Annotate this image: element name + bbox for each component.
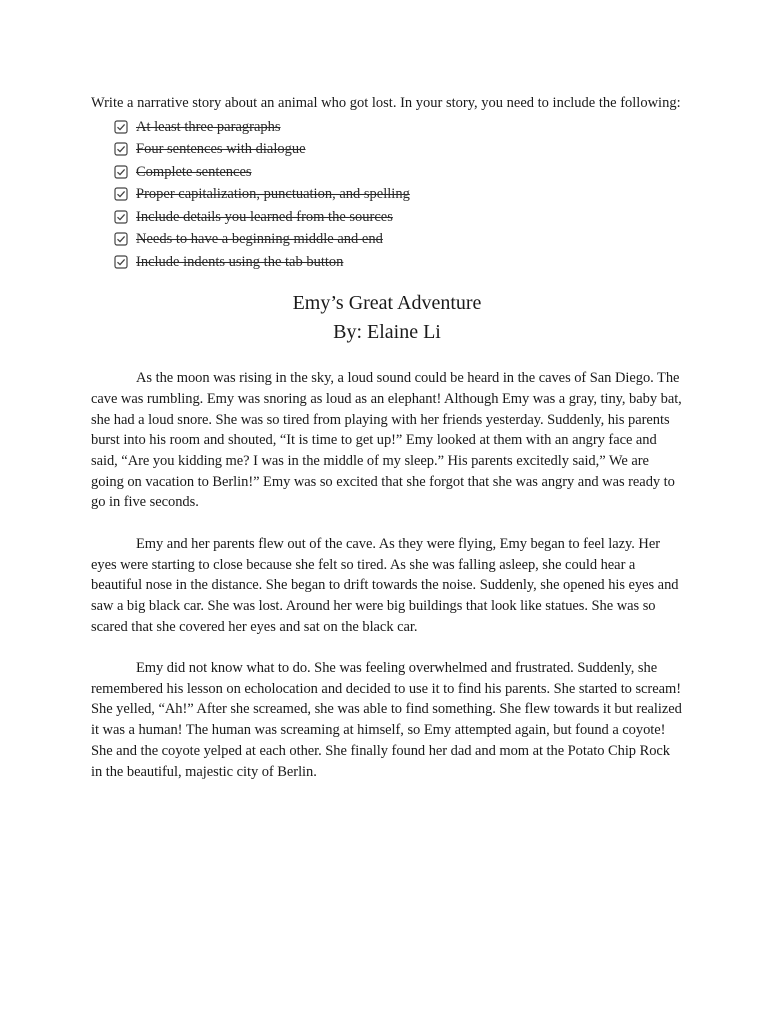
checklist-item-label: Proper capitalization, punctuation, and spelling (136, 186, 410, 203)
story-title: Emy’s Great Adventure (292, 292, 482, 315)
checklist-item[interactable] (114, 138, 683, 161)
checklist-item[interactable] (114, 251, 683, 274)
story-paragraph: Emy did not know what to do. She was feeling overwhelmed and frustrated. Suddenly, she remembered his lesson on echolocation and decided to use it to find his parents. She started to scream! She yelled, “Ah!” After she screamed, she was able to find something. She flew towards it but realized it was a human! The human was screaming at himself, so Emy attempted again, but found a coyote! She and the coyote yelped at each other. She finally found her dad and mom at the Potato Chip Rock in the beautiful, majestic city of Berlin. (91, 660, 682, 780)
checked-checkbox-icon[interactable] (114, 142, 128, 156)
checklist-item[interactable] (114, 183, 683, 206)
checklist-item[interactable] (114, 116, 683, 139)
checklist-item-label: Include indents using the tab button (136, 253, 344, 270)
requirements-checklist (91, 116, 683, 274)
checklist-item[interactable] (114, 206, 683, 229)
checked-checkbox-icon[interactable] (114, 255, 128, 269)
checklist-item[interactable] (114, 161, 683, 184)
document-page (91, 93, 683, 803)
checklist-item-label: Complete sentences (136, 163, 252, 180)
checked-checkbox-icon[interactable] (114, 187, 128, 201)
story-heading (91, 289, 683, 347)
checklist-item-label: Four sentences with dialogue (136, 141, 306, 158)
story-byline: By: Elaine Li (333, 321, 441, 344)
story-paragraph: As the moon was rising in the sky, a loud sound could be heard in the caves of San Diego. The cave was rumbling. Emy was snoring as loud as an elephant! Although Emy was a gray, tiny, baby bat, she had a loud snore. She was so tired from playing with her friends yesterday. Suddenly, his parents burst into his room and shouted, “It is time to get up!” Emy looked at them with an angry face and said, “Are you kidding me? I was in the middle of my sleep.” His parents excitedly said,” We are going on vacation to Berlin!” Emy was so excited that she forgot that she was angry and was ready to go in five seconds. (91, 370, 682, 511)
story-paragraph: Emy and her parents flew out of the cave. As they were flying, Emy began to feel lazy. Her eyes were starting to close because she felt so tired. As she was falling asleep, she could hear a beautiful nose in the distance. She began to drift towards the noise. Suddenly, she opened his eyes and saw a big black car. She was lost. Around her were big buildings that look like statues. She was so scared that she covered her eyes and sat on the black car. (91, 535, 679, 635)
assignment-prompt: Write a narrative story about an animal who got lost. In your story, you need to include the following: (91, 95, 681, 111)
checklist-item-label: Include details you learned from the sources (136, 208, 393, 225)
checklist-item-label: Needs to have a beginning middle and end (136, 231, 383, 248)
story-body (91, 368, 683, 782)
checked-checkbox-icon[interactable] (114, 232, 128, 246)
checked-checkbox-icon[interactable] (114, 210, 128, 224)
checklist-item[interactable] (114, 228, 683, 251)
checked-checkbox-icon[interactable] (114, 120, 128, 134)
checked-checkbox-icon[interactable] (114, 165, 128, 179)
checklist-item-label: At least three paragraphs (136, 118, 281, 135)
